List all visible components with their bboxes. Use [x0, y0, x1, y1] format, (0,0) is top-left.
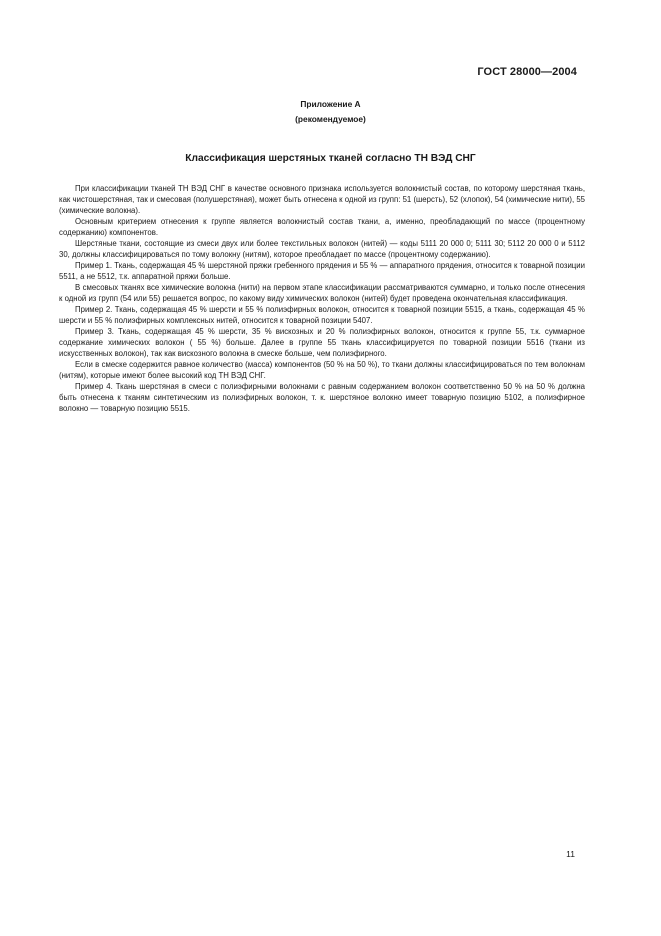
paragraph: При классификации тканей ТН ВЭД СНГ в качестве основного признака используется волокнистый состав, по которому шерстяная ткань, как чистошерстяная, так и смесовая (полушерстяная), может быть отнесена к одной из групп: 51 (шерсть), 52 (хлопок), 54 (химические нити), 55 (химические волокна).: [59, 184, 585, 215]
body-text: [59, 183, 585, 414]
example-paragraph: Пример 4. Ткань шерстяная в смеси с полиэфирными волокнами с равным содержанием волокон соответственно 50 % на 50 % должна быть отнесена к тканям синтетическим из полиэфирных волокон, т. к. шерстяное волокно имеет товарную позицию 5102, а полиэфирное волокно — товарную позицию 5515.: [59, 382, 585, 413]
paragraph: Шерстяные ткани, состоящие из смеси двух или более текстильных волокон (нитей) — коды 5111 20 000 0; 5111 30; 5112 20 000 0 и 5112 30, должны классифицироваться по тому волокну (нитям), которое преобладает по массе (процентному содержанию).: [59, 239, 585, 259]
appendix-label: Приложение А: [300, 99, 361, 109]
paragraph: Если в смеске содержится равное количество (масса) компонентов (50 % на 50 %), то ткани должны классифицироваться по тем волокнам (нитям), которые имеют более высокий код ТН ВЭД СНГ.: [59, 360, 585, 380]
section-title: Классификация шерстяных тканей согласно ТН ВЭД СНГ: [185, 153, 476, 164]
document-number: ГОСТ 28000—2004: [477, 66, 577, 78]
appendix-status: (рекомендуемое): [295, 114, 366, 124]
paragraph: В смесовых тканях все химические волокна (нити) на первом этапе классификации рассматриваются суммарно, и только после отнесения к одной из групп (54 или 55) решается вопрос, по какому виду химических волокон (нитей) будет проведена окончательная классификация.: [59, 283, 585, 303]
example-paragraph: Пример 1. Ткань, содержащая 45 % шерстяной пряжи гребенного прядения и 55 % — аппаратного прядения, относится к товарной позиции 5511, а не 5512, т.к. аппаратной пряжи больше.: [59, 261, 585, 281]
paragraph: Основным критерием отнесения к группе является волокнистый состав ткани, а, именно, преобладающий по массе (процентному содержанию) компонентов.: [59, 217, 585, 237]
example-paragraph: Пример 2. Ткань, содержащая 45 % шерсти и 55 % полиэфирных волокон, относится к товарной позиции 5515, а ткань, содержащая 45 % шерсти и 55 % полиэфирных комплексных нитей, относится к товарной позиции 5407.: [59, 305, 585, 325]
example-paragraph: Пример 3. Ткань, содержащая 45 % шерсти, 35 % вискозных и 20 % полиэфирных волокон, относится к группе 55, т.к. суммарное содержание химических волокон ( 55 %) больше. Далее в группе 55 ткань классифицируется по товарной позиции 5516 (ткани из искусственных волокон), так как вискозного волокна в смеске больше, чем полиэфирного.: [59, 327, 585, 358]
page-number: 11: [566, 849, 575, 859]
appendix-heading: [0, 97, 661, 127]
